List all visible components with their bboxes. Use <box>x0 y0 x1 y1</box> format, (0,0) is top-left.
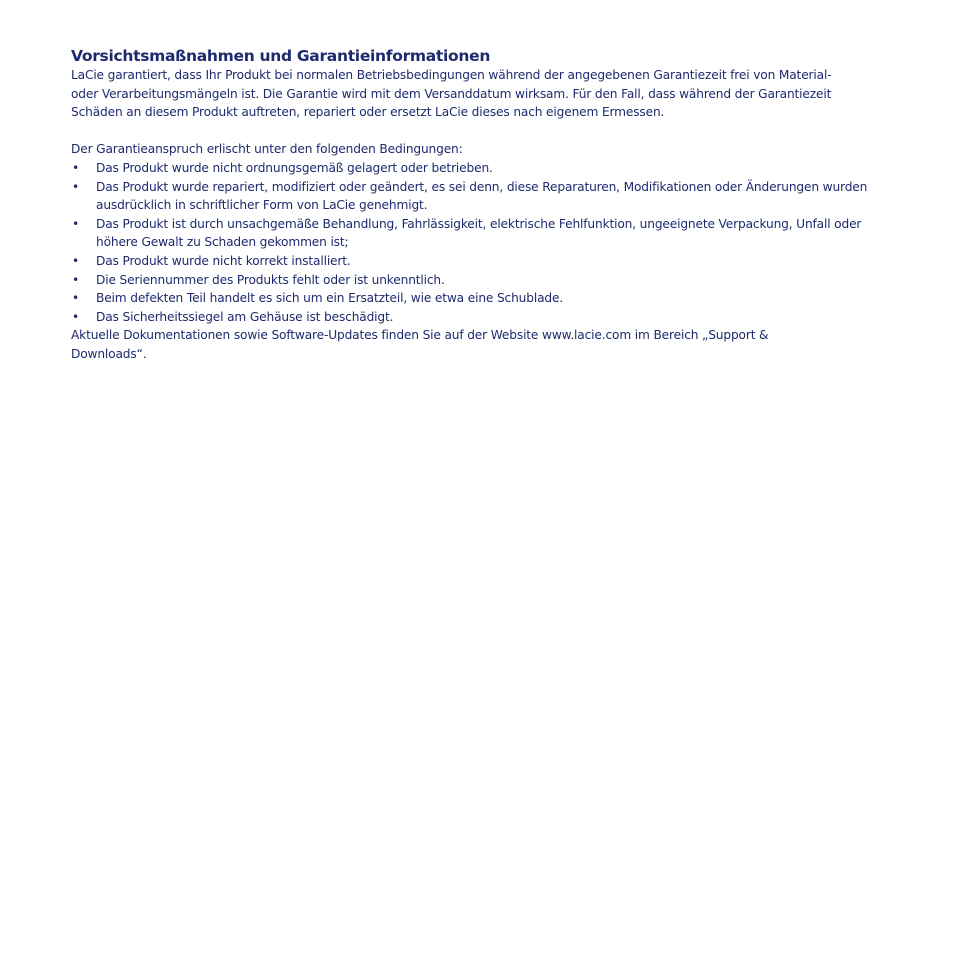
warranty-intro-line-2: oder Verarbeitungsmängeln ist. Die Garantie wird mit dem Versanddatum wirksam. Für den Fall, dass während der Garantiezeit <box>71 86 832 101</box>
bullet-icon: • <box>72 179 80 194</box>
list-item <box>71 159 901 178</box>
condition-text: Das Sicherheitssiegel am Gehäuse ist beschädigt. <box>96 309 394 324</box>
conditions-list <box>71 159 901 326</box>
list-item <box>71 252 901 271</box>
warranty-intro-line-1: LaCie garantiert, dass Ihr Produkt bei normalen Betriebsbedingungen während der angegebenen Garantiezeit frei von Material- <box>71 68 832 82</box>
list-item <box>71 271 901 290</box>
document-page <box>71 46 901 364</box>
list-item <box>71 178 901 215</box>
bullet-icon: • <box>72 291 80 306</box>
condition-text: Das Produkt wurde repariert, modifiziert oder geändert, es sei denn, diese Reparaturen, Modifikationen oder Änderungen wurden ausdrücklich in schriftlicher Form von LaCie genehmigt. <box>96 179 868 213</box>
bullet-icon: • <box>72 309 80 324</box>
condition-text: Die Seriennummer des Produkts fehlt oder ist unkenntlich. <box>96 272 445 287</box>
condition-text: Das Produkt ist durch unsachgemäße Behandlung, Fahrlässigkeit, elektrische Fehlfunktion, ungeeignete Verpackung, Unfall oder höhere Gewalt zu Schaden gekommen ist; <box>96 216 862 250</box>
page-title: Vorsichtsmaßnahmen und Garantieinformationen <box>71 47 491 65</box>
list-item <box>71 215 901 252</box>
closing-line-1: Aktuelle Dokumentationen sowie Software-Updates finden Sie auf der Website www.lacie.com im Bereich „Support & <box>71 328 769 343</box>
list-item <box>71 308 901 327</box>
bullet-icon: • <box>72 216 80 231</box>
bullet-icon: • <box>72 253 80 268</box>
closing-line-2: Downloads“. <box>71 346 147 361</box>
condition-text: Das Produkt wurde nicht korrekt installiert. <box>96 253 351 268</box>
warranty-intro-line-3: Schäden an diesem Produkt auftreten, repariert oder ersetzt LaCie dieses nach eigenem Ermessen. <box>71 105 665 120</box>
bullet-icon: • <box>72 160 80 175</box>
list-item <box>71 289 901 308</box>
condition-text: Beim defekten Teil handelt es sich um ein Ersatzteil, wie etwa eine Schublade. <box>96 291 564 306</box>
bullet-icon: • <box>72 272 80 287</box>
conditions-intro: Der Garantieanspruch erlischt unter den folgenden Bedingungen: <box>71 142 463 157</box>
condition-text: Das Produkt wurde nicht ordnungsgemäß gelagert oder betrieben. <box>96 160 493 175</box>
paragraph-spacer <box>71 122 901 141</box>
